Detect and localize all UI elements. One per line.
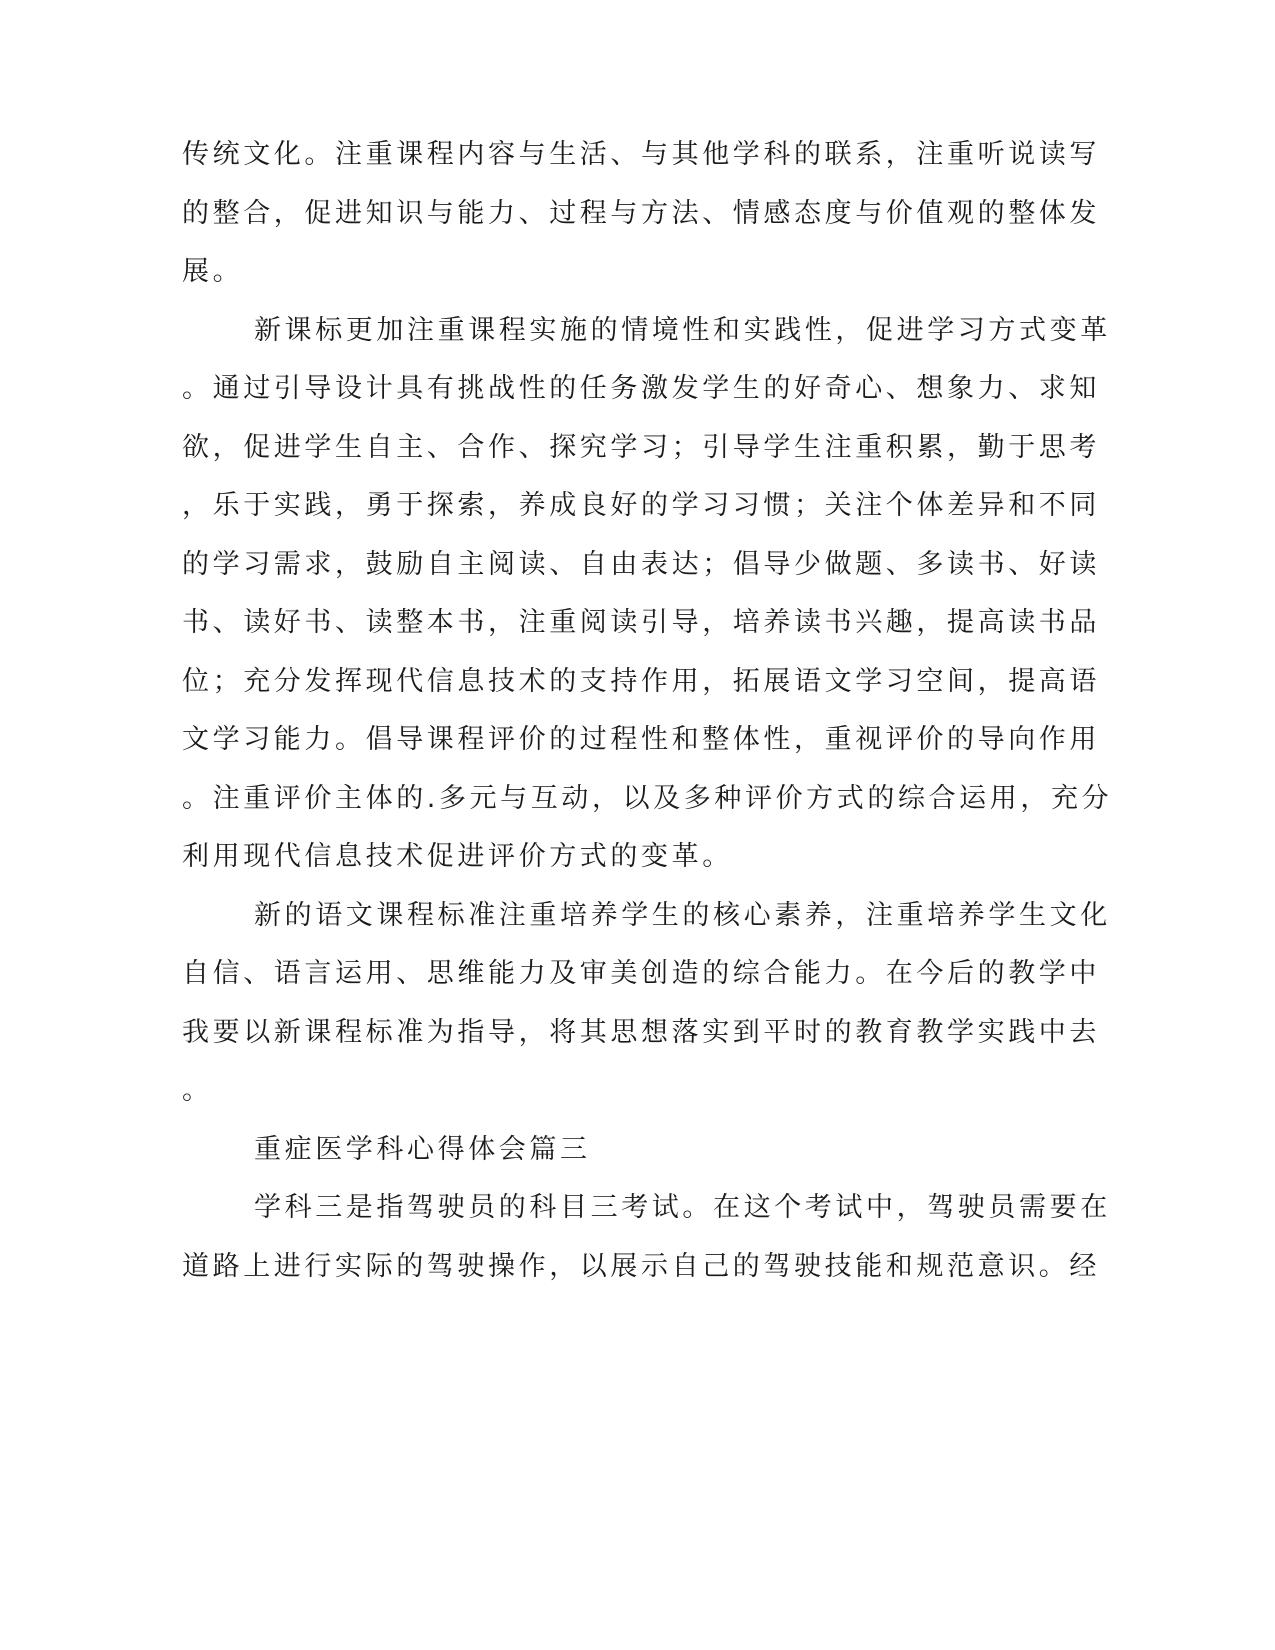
text-line: 书、读好书、读整本书，注重阅读引导，培养读书兴趣，提高读书品	[182, 607, 1100, 638]
text-line: 。通过引导设计具有挑战性的任务激发学生的好奇心、想象力、求知	[182, 373, 1100, 404]
text-line: 欲，促进学生自主、合作、探究学习；引导学生注重积累，勤于思考	[182, 431, 1100, 463]
text-line: ，乐于实践，勇于探索，养成良好的学习习惯；关注个体差异和不同	[182, 490, 1100, 521]
section-heading: 重症医学科心得体会篇三	[254, 1133, 591, 1165]
text-line: 传统文化。注重课程内容与生活、与其他学科的联系，注重听说读写	[182, 139, 1100, 170]
text-line: 我要以新课程标准为指导，将其思想落实到平时的教育教学实践中去	[182, 1016, 1100, 1048]
text-line: 。	[182, 1075, 213, 1106]
text-line: 利用现代信息技术促进评价方式的变革。	[182, 841, 733, 872]
text-line: 自信、语言运用、思维能力及审美创造的综合能力。在今后的教学中	[182, 958, 1100, 989]
text-line: 位；充分发挥现代信息技术的支持作用，拓展语文学习空间，提高语	[182, 665, 1100, 697]
text-line: 道路上进行实际的驾驶操作，以展示自己的驾驶技能和规范意识。经	[182, 1250, 1100, 1282]
text-line: 的整合，促进知识与能力、过程与方法、情感态度与价值观的整体发	[182, 197, 1100, 229]
text-line: 文学习能力。倡导课程评价的过程性和整体性，重视评价的导向作用	[182, 724, 1100, 755]
paragraph-start-line: 新课标更加注重课程实施的情境性和实践性，促进学习方式变革	[254, 314, 1111, 346]
text-line: 展。	[182, 256, 244, 287]
paragraph-start-line: 新的语文课程标准注重培养学生的核心素养，注重培养学生文化	[254, 899, 1111, 931]
text-line: 的学习需求，鼓励自主阅读、自由表达；倡导少做题、多读书、好读	[182, 548, 1100, 580]
text-line: 。注重评价主体的.多元与互动，以及多种评价方式的综合运用，充分	[182, 782, 1113, 814]
paragraph-start-line: 学科三是指驾驶员的科目三考试。在这个考试中，驾驶员需要在	[254, 1192, 1111, 1223]
document-body	[182, 126, 1113, 1296]
